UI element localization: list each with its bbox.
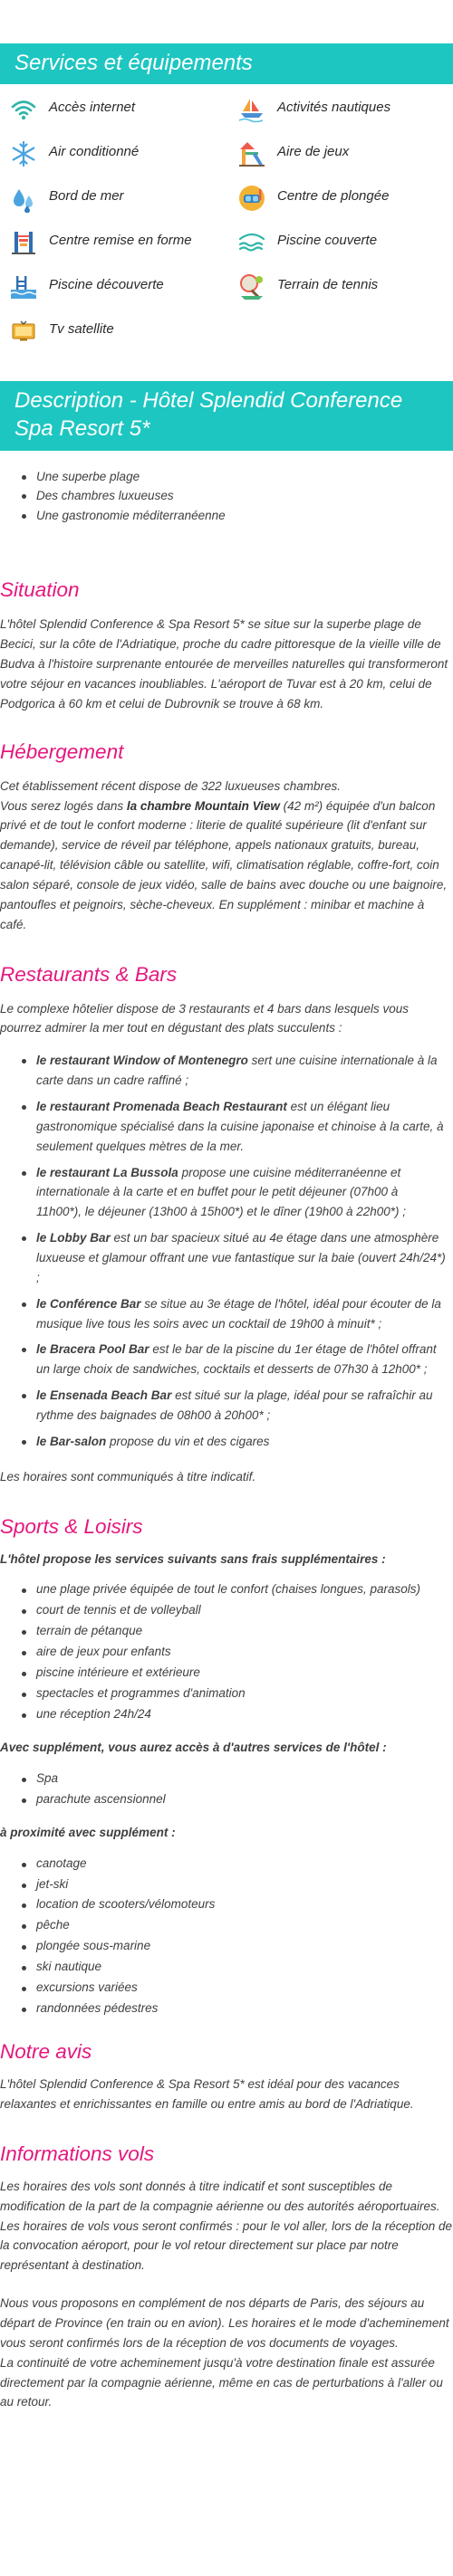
room-name: la chambre Mountain View (126, 798, 280, 813)
services-grid (0, 84, 453, 361)
service-item (9, 272, 237, 317)
venue-name: le restaurant Promenada Beach Restaurant (36, 1099, 287, 1113)
venue-text: est un élégant lieu gastronomique spécialisé dans la cuisine japonaise et chinoise à la carte, à seulement quelques mètres de la mer. (36, 1099, 444, 1153)
tennis-icon (237, 272, 266, 301)
sports-heading: Sports & Loisirs (0, 1514, 143, 1538)
list-item (36, 1051, 453, 1091)
avis-heading: Notre avis (0, 2040, 92, 2064)
service-item (9, 184, 237, 228)
venue-name: le Conférence Bar (36, 1296, 141, 1311)
venue-name: le restaurant La Bussola (36, 1165, 178, 1179)
list-item (36, 1163, 453, 1223)
description-banner (0, 381, 453, 450)
venue-name: le Bar-salon (36, 1434, 107, 1448)
list-item (36, 1340, 453, 1379)
service-item (237, 139, 453, 184)
service-item (9, 317, 237, 361)
service-label: Piscine découverte (49, 277, 164, 293)
list-item: plongée sous-marine (36, 1936, 453, 1957)
list-item: jet-ski (36, 1875, 453, 1895)
list-item: ski nautique (36, 1957, 453, 1978)
list-item: pêche (36, 1915, 453, 1936)
avis-text: L'hôtel Splendid Conference & Spa Resort 5* est idéal pour des vacances relaxantes et enrichissantes en famille ou entre amis au bord de l'Adriatique. (0, 2077, 414, 2111)
sports-paid-lead: Avec supplément, vous aurez accès à d'autres services de l'hôtel : (0, 1740, 387, 1754)
venue-text: propose une cuisine méditerranéenne et internationale à la carte et en buffet pour le petit déjeuner (07h00 à 11h00*), le déjeuner (13h00 à 15h00*) et le dîner (19h00 à 22h00*) ; (36, 1165, 407, 1219)
restaurants-list (0, 1038, 453, 1451)
room-text-pre: Vous serez logés dans (0, 798, 127, 813)
venue-name: le Bracera Pool Bar (36, 1342, 149, 1357)
service-label: Activités nautiques (277, 100, 391, 116)
playground-icon (237, 139, 266, 168)
service-label: Centre remise en forme (49, 233, 192, 249)
service-label: Piscine couverte (277, 233, 378, 249)
list-item: canotage (36, 1854, 453, 1875)
list-item: une réception 24h/24 (36, 1704, 453, 1725)
venue-text: est le bar de la piscine du 1er étage de l'hôtel offrant un large choix de sandwiches, cocktails et desserts de 07h30 à 12h00* ; (36, 1342, 437, 1377)
service-item (237, 228, 453, 272)
list-item: Des chambres luxueuses (36, 486, 453, 506)
restaurants-note: Les horaires sont communiqués à titre indicatif. (0, 1469, 256, 1484)
list-item: Une gastronomie méditerranéenne (36, 506, 453, 526)
tv-icon (9, 317, 38, 346)
nautical-activities-icon (237, 95, 266, 124)
list-item (36, 1097, 453, 1157)
fitness-icon (9, 228, 38, 257)
list-item: Une superbe plage (36, 467, 453, 487)
snowflake-icon (9, 139, 38, 168)
description-highlights (0, 451, 453, 526)
venue-text: sert une cuisine internationale à la carte dans un cadre raffiné ; (36, 1054, 438, 1088)
wifi-icon (9, 95, 38, 124)
list-item: piscine intérieure et extérieure (36, 1663, 453, 1684)
service-label: Air conditionné (49, 144, 140, 160)
venue-name: le Lobby Bar (36, 1231, 111, 1245)
indoor-pool-icon (237, 228, 266, 257)
service-label: Tv satellite (49, 321, 114, 338)
restaurants-heading: Restaurants & Bars (0, 962, 178, 986)
outdoor-pool-icon (9, 272, 38, 301)
service-label: Centre de plongée (277, 188, 390, 205)
list-item: une plage privée équipée de tout le confort (chaises longues, parasols) (36, 1579, 453, 1600)
list-item (36, 1386, 453, 1426)
list-item (36, 1294, 453, 1334)
list-item (36, 1228, 453, 1288)
description-title: Description - Hôtel Splendid Conference Spa Resort 5* (14, 388, 403, 442)
venue-name: le restaurant Window of Montenegro (36, 1054, 248, 1068)
service-item (9, 228, 237, 272)
list-item: Spa (36, 1769, 453, 1789)
services-title: Services et équipements (14, 51, 253, 75)
service-item (237, 95, 453, 139)
venue-text: est situé sur la plage, idéal pour se rafraîchir au rythme des baignades de 08h00 à 20h00* ; (36, 1388, 433, 1422)
list-item: spectacles et programmes d'animation (36, 1684, 453, 1704)
vols-heading: Informations vols (0, 2142, 155, 2165)
list-item (36, 1432, 453, 1452)
sports-free-list (0, 1569, 453, 1725)
service-item (237, 272, 453, 317)
service-label: Terrain de tennis (277, 277, 379, 293)
service-item (9, 95, 237, 139)
venue-name: le Ensenada Beach Bar (36, 1388, 172, 1403)
service-label: Bord de mer (49, 188, 124, 205)
sports-nearby-list (0, 1843, 453, 2020)
list-item: excursions variées (36, 1978, 453, 1999)
list-item: parachute ascensionnel (36, 1789, 453, 1810)
hebergement-intro: Cet établissement récent dispose de 322 luxueuses chambres. (0, 778, 341, 793)
venue-text: propose du vin et des cigares (106, 1434, 270, 1448)
list-item: aire de jeux pour enfants (36, 1642, 453, 1663)
list-item: location de scooters/vélomoteurs (36, 1894, 453, 1915)
service-label: Aire de jeux (277, 144, 350, 160)
diving-mask-icon (237, 184, 266, 213)
hebergement-room-text (0, 797, 453, 935)
venue-text: se situe au 3e étage de l'hôtel, idéal pour écouter de la musique live tous les soirs avec un cocktail de 19h00 à minuit* ; (36, 1296, 441, 1331)
list-item: court de tennis et de volleyball (36, 1600, 453, 1621)
vols-paragraph-1: Les horaires des vols sont donnés à titre indicatif et sont susceptibles de modification de la part de la compagnie aérienne ou des autorités aéroportuaires. (0, 2179, 440, 2213)
sports-paid-list (0, 1758, 453, 1810)
services-banner (0, 43, 453, 84)
sports-nearby-lead: à proximité avec supplément : (0, 1825, 176, 1839)
venue-text: est un bar spacieux situé au 4e étage dans une atmosphère luxueuse et glamour offrant une vue fantastique sur la baie (ouvert 24h/24*) ; (36, 1231, 446, 1284)
water-drops-icon (9, 184, 38, 213)
situation-heading: Situation (0, 578, 80, 602)
service-item (9, 139, 237, 184)
restaurants-intro: Le complexe hôtelier dispose de 3 restaurants et 4 bars dans lesquels vous pourrez admirer la mer tout en dégustant des plats succulents : (0, 1001, 410, 1035)
room-text-post: (42 m²) équipée d'un balcon privé et de tout le confort moderne : literie de qualité supérieure (lit d'enfant sur demande), service de réveil par téléphone, appels nationaux gratuits, bureau, canapé-lit, télévision câble ou satellite, wifi, climatisation réglable, coffre-fort, coin salon séparé, console de jeux vidéo, salle de bains avec douche ou une baignoire, pantoufles et peignoirs, sèche-cheveux. En supplément : minibar et machine à café. (0, 798, 448, 931)
sports-free-lead: L'hôtel propose les services suivants sans frais supplémentaires : (0, 1551, 386, 1566)
hebergement-heading: Hébergement (0, 739, 124, 763)
list-item: terrain de pétanque (36, 1621, 453, 1642)
vols-paragraph-2: Les horaires de vols vous seront confirmés : pour le vol aller, lors de la réception de la convocation aéroport, pour le vol retour directement sur place par notre représentant à destination. (0, 2218, 453, 2273)
list-item: randonnées pédestres (36, 1999, 453, 2019)
situation-text: L'hôtel Splendid Conference & Spa Resort 5* se situe sur la superbe plage de Becici, sur la côte de l'Adriatique, proche du cadre pittoresque de la vieille ville de Budva à l'histoire surprenante entourée de merveilles naturelles qui transformeront votre séjour en vacances inoubliables. L'aéroport de Tuvar est à 20 km, celui de Podgorica à 60 km et celui de Dubrovnik se trouve à 68 km. (0, 617, 448, 711)
service-label: Accès internet (49, 100, 136, 116)
service-item (237, 184, 453, 228)
vols-paragraph-4: La continuité de votre acheminement jusqu'à votre destination finale est assurée directement par la compagnie aérienne, même en cas de perturbations à l'aller ou au retour. (0, 2355, 443, 2409)
vols-paragraph-3: Nous vous proposons en complément de nos départs de Paris, des séjours au départ de Province (en train ou en avion). Les horaires et le mode d'acheminement vous seront confirmés lors de la réception de vos documents de voyages. (0, 2296, 449, 2350)
